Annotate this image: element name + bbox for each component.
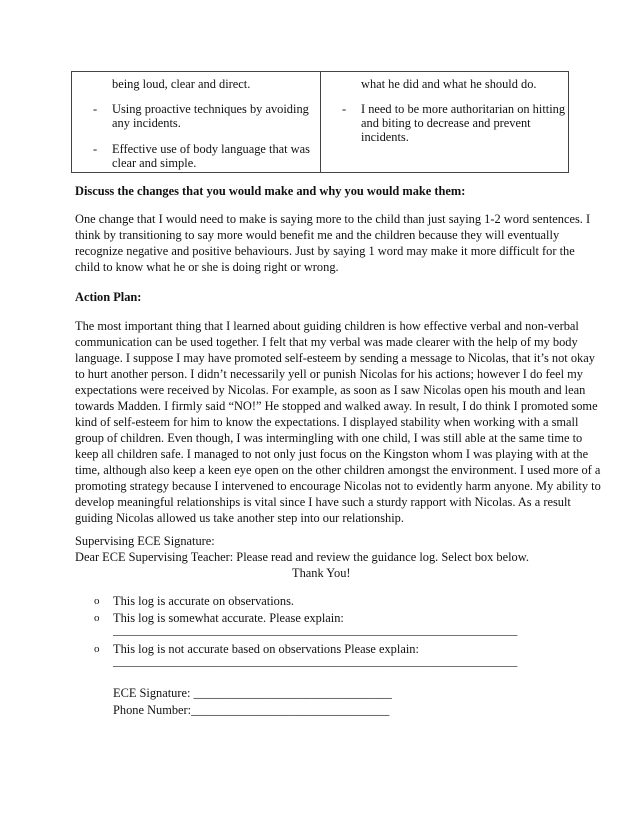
phone-number-field[interactable]: Phone Number:________________________________ bbox=[113, 703, 390, 717]
action-plan-line: guiding Nicolas allowed us take another step into our relationship. bbox=[75, 511, 404, 525]
review-request-text: Dear ECE Supervising Teacher: Please read and review the guidance log. Select box below. bbox=[75, 550, 529, 564]
action-plan-line: towards Madden. I firmly said “NO!” He stopped and walked away. In result, I do think I promoted some bbox=[75, 399, 598, 413]
supervising-signature-label: Supervising ECE Signature: bbox=[75, 534, 215, 548]
ece-signature-field[interactable]: ECE Signature: ________________________________ bbox=[113, 686, 392, 700]
option-2-bullet[interactable]: o bbox=[94, 612, 100, 624]
thank-you-text: Thank You! bbox=[292, 566, 351, 580]
action-plan-line: develop meaningful relationships is vital since I have such a sturdy rapport with Nicolas. As a result bbox=[75, 495, 571, 509]
action-plan-heading: Action Plan: bbox=[75, 290, 142, 304]
action-plan-line: The most important thing that I learned about guiding children is how effective verbal and non-verbal bbox=[75, 319, 579, 333]
right-item-1-line-1: I need to be more authoritarian on hitting bbox=[361, 102, 566, 116]
option-1-bullet[interactable]: o bbox=[94, 595, 100, 607]
changes-line: child to know what he or she is doing right or wrong. bbox=[75, 260, 339, 274]
left-item-1-line-2: any incidents. bbox=[112, 116, 181, 130]
action-plan-line: group of children. Even though, I was intermingling with one child, I was still able at the same time to bbox=[75, 431, 583, 445]
option-somewhat-accurate: This log is somewhat accurate. Please explain: bbox=[113, 611, 344, 625]
option-accurate: This log is accurate on observations. bbox=[113, 594, 294, 608]
action-plan-line: promoting strategy because I intervened to encourage Nicolas not to evidently harm anyone. My ability to bbox=[75, 479, 601, 493]
left-item-2-marker: - bbox=[93, 142, 98, 156]
changes-heading: Discuss the changes that you would make and why you would make them: bbox=[75, 184, 466, 198]
action-plan-line: expectations were received by Nicolas. For example, as soon as I saw Nicolas open his mouth and lean bbox=[75, 383, 586, 397]
left-item-1-line-1: Using proactive techniques by avoiding bbox=[112, 102, 309, 116]
left-cell-top-line: being loud, clear and direct. bbox=[112, 77, 251, 91]
right-item-1-marker: - bbox=[342, 102, 347, 116]
action-plan-line: time, although also keep a keen eye open on the other children amongst the environment. I used more of a bbox=[75, 463, 601, 477]
right-cell-top-line: what he did and what he should do. bbox=[361, 77, 537, 91]
action-plan-line: communication can be used together. I felt that my verbal was made clearer with the help of my body bbox=[75, 335, 578, 349]
option-not-accurate: This log is not accurate based on observations Please explain: bbox=[113, 642, 419, 656]
left-item-2-line-2: clear and simple. bbox=[112, 156, 197, 170]
explain-line-2[interactable]: _______________________________________________________________________ bbox=[113, 656, 518, 668]
action-plan-line: language. I suppose I may have promoted self-esteem by sending a message to Nicolas, that it’s not okay bbox=[75, 351, 595, 365]
changes-line: recognize negative and positive behaviours. Just by saying 1 word may make it more difficult for the bbox=[75, 244, 575, 258]
changes-line: think by transitioning to say more would benefit me and the children because they will eventually bbox=[75, 228, 560, 242]
changes-line: One change that I would need to make is saying more to the child than just saying 1-2 word sentences. I bbox=[75, 212, 591, 226]
left-item-1-marker: - bbox=[93, 102, 98, 116]
action-plan-line: to hurt another person. I didn’t necessarily yell or punish Nicolas for his actions; however I do feel my bbox=[75, 367, 584, 381]
table-divider bbox=[320, 72, 321, 172]
action-plan-line: keep all children safe. I managed to not only just focus on the Kingston whom I was playing with at the bbox=[75, 447, 589, 461]
explain-line-1[interactable]: _______________________________________________________________________ bbox=[113, 625, 518, 637]
observation-table bbox=[71, 71, 569, 173]
right-item-1-line-3: incidents. bbox=[361, 130, 409, 144]
left-item-2-line-1: Effective use of body language that was bbox=[112, 142, 310, 156]
action-plan-line: kind of self-esteem for him to know the expectations. I displayed stability when working with a small bbox=[75, 415, 579, 429]
option-3-bullet[interactable]: o bbox=[94, 643, 100, 655]
right-item-1-line-2: and biting to decrease and prevent bbox=[361, 116, 531, 130]
